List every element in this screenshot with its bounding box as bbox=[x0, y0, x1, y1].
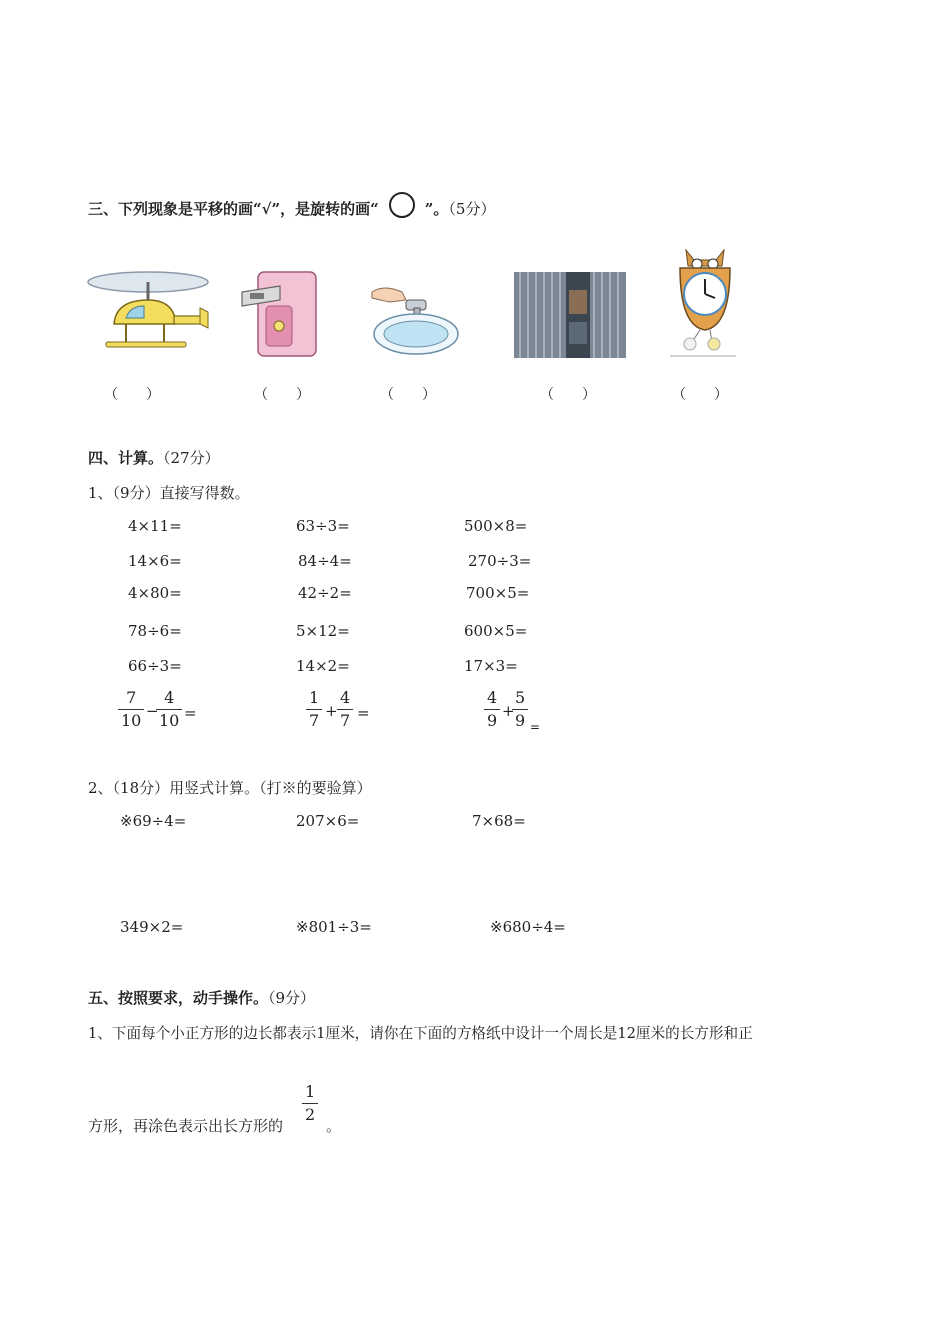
fraction-3a: 4 9 bbox=[484, 690, 500, 729]
half-fraction: 1 2 bbox=[302, 1084, 318, 1123]
answer-paren-5[interactable]: （ ） bbox=[672, 387, 728, 403]
calc-item: 66÷3= bbox=[128, 657, 182, 675]
vertical-calc-item: 7×68= bbox=[472, 812, 526, 830]
calc-item: 14×2= bbox=[296, 657, 350, 675]
section3-score: （5分） bbox=[448, 200, 496, 218]
section3-title-after: ”。 bbox=[424, 200, 449, 218]
vertical-calc-item: ※69÷4= bbox=[120, 812, 187, 830]
answer-paren-4[interactable]: （ ） bbox=[540, 387, 596, 403]
fraction-2-op: + bbox=[325, 702, 338, 720]
section3-title bbox=[88, 192, 495, 219]
calc-item: 84÷4= bbox=[298, 552, 352, 570]
fraction-2b: 4 7 bbox=[337, 690, 353, 729]
fraction-2a: 1 7 bbox=[306, 690, 322, 729]
section5-title bbox=[88, 987, 315, 1008]
fraction-3-op: + bbox=[502, 702, 515, 720]
section4-q2-label: 2、（18分）用竖式计算。（打※的要验算） bbox=[88, 779, 372, 797]
fraction-1-op: − bbox=[146, 702, 159, 720]
section5-score: （9分） bbox=[268, 989, 316, 1007]
calc-item: 63÷3= bbox=[296, 517, 350, 535]
vertical-calc-item: 349×2= bbox=[120, 918, 184, 936]
vertical-calc-item: ※680÷4= bbox=[490, 918, 566, 936]
section5-q1-line2 bbox=[88, 1115, 283, 1136]
section4-score: （27分） bbox=[163, 449, 220, 467]
section5-q1-line2-after: 。 bbox=[326, 1117, 342, 1135]
check-mark: √ bbox=[261, 200, 272, 218]
section4-title-text: 四、计算。 bbox=[88, 449, 164, 467]
helicopter-icon bbox=[86, 262, 210, 358]
fraction-2-eq: = bbox=[357, 704, 370, 722]
drawer-cabinet-icon bbox=[240, 266, 320, 358]
calc-item: 5×12= bbox=[296, 622, 350, 640]
calc-item: 270÷3= bbox=[468, 552, 532, 570]
calc-item: 4×11= bbox=[128, 517, 182, 535]
section4-title bbox=[88, 447, 220, 468]
calc-item: 42÷2= bbox=[298, 584, 352, 602]
section4-q1-label: 1、（9分）直接写得数。 bbox=[88, 484, 250, 502]
vertical-calc-item: ※801÷3= bbox=[296, 918, 372, 936]
fraction-3-eq: = bbox=[530, 720, 541, 734]
calc-item: 600×5= bbox=[464, 622, 528, 640]
calc-item: 14×6= bbox=[128, 552, 182, 570]
fraction-1b: 4 10 bbox=[156, 690, 182, 729]
answer-paren-3[interactable]: （ ） bbox=[380, 387, 436, 403]
section5-title-text: 五、按照要求，动手操作。 bbox=[88, 989, 269, 1007]
fraction-1-eq: = bbox=[184, 704, 197, 722]
section5-q1-line1: 1、下面每个小正方形的边长都表示1厘米，请你在下面的方格纸中设计一个周长是12厘米的长方形和正 bbox=[88, 1025, 753, 1042]
calc-item: 500×8= bbox=[464, 517, 528, 535]
section3-title-before: 三、下列现象是平移的画“ bbox=[88, 200, 262, 218]
circle-icon bbox=[389, 192, 415, 218]
fraction-1a: 7 10 bbox=[118, 690, 144, 729]
answer-paren-1[interactable]: （ ） bbox=[104, 387, 160, 403]
calc-item: 78÷6= bbox=[128, 622, 182, 640]
calc-item: 700×5= bbox=[466, 584, 530, 602]
fraction-3b: 5 9 bbox=[512, 690, 528, 729]
vertical-calc-item: 207×6= bbox=[296, 812, 360, 830]
section3-title-middle: ”，是旋转的画“ bbox=[271, 200, 379, 218]
owl-pendulum-clock-icon bbox=[670, 246, 740, 360]
faucet-sink-icon bbox=[370, 278, 462, 360]
section5-q1-line2-before: 方形，再涂色表示出长方形的 bbox=[88, 1117, 284, 1135]
calc-item: 17×3= bbox=[464, 657, 518, 675]
answer-paren-2[interactable]: （ ） bbox=[254, 387, 310, 403]
elevator-icon bbox=[514, 272, 626, 358]
calc-item: 4×80= bbox=[128, 584, 182, 602]
